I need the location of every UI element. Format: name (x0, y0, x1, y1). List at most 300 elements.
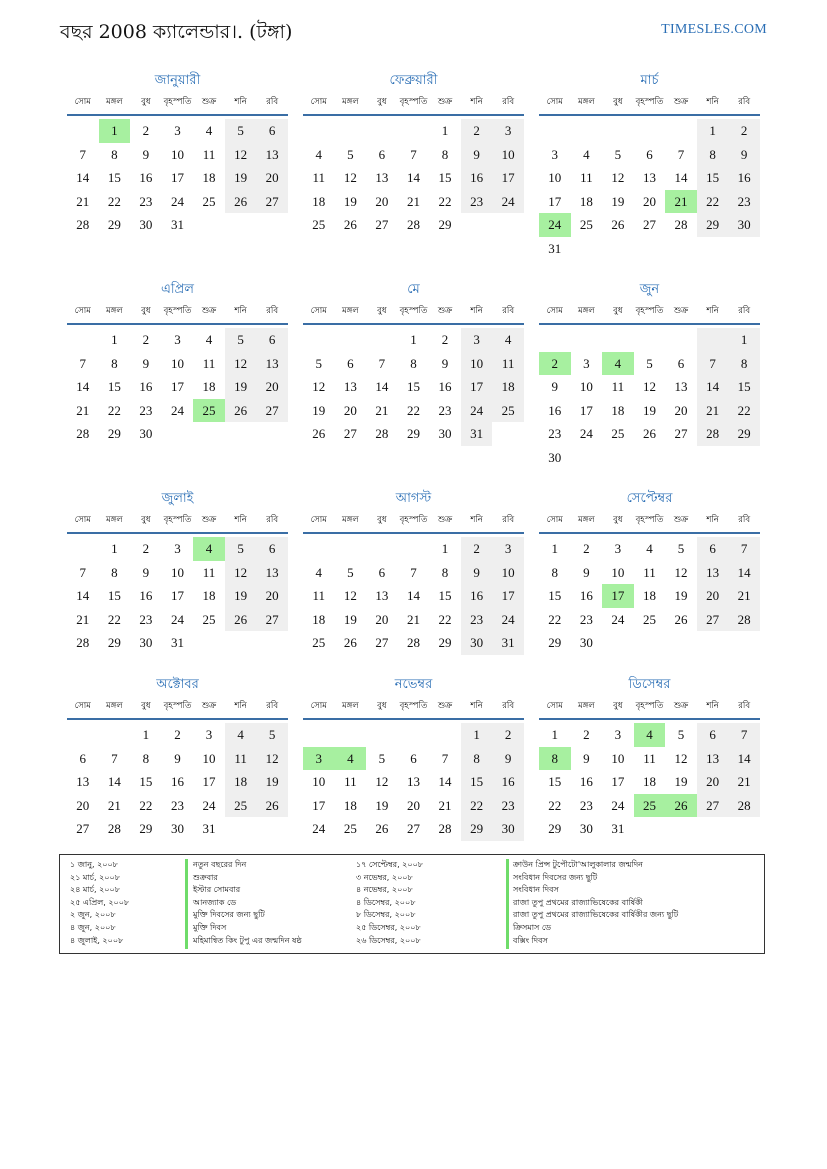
day-cell[interactable]: 18 (225, 770, 257, 794)
day-cell[interactable]: 27 (697, 608, 729, 632)
day-cell[interactable]: 27 (76, 821, 90, 836)
day-cell[interactable]: 13 (375, 170, 389, 185)
day-cell[interactable]: 17 (611, 774, 625, 789)
day-cell[interactable]: 4 (225, 723, 257, 747)
day-cell[interactable]: 11 (580, 170, 593, 185)
day-cell[interactable]: 7 (111, 750, 118, 766)
day-cell[interactable]: 25 (611, 426, 625, 441)
day-cell[interactable]: 10 (170, 355, 184, 371)
day-cell[interactable]: 7 (410, 564, 417, 580)
day-cell[interactable]: 8 (142, 750, 150, 766)
day-cell[interactable]: 17 (492, 584, 524, 608)
day-cell[interactable]: 21 (728, 584, 760, 608)
day-cell[interactable]: 4 (205, 332, 213, 347)
day-cell[interactable]: 17 (170, 379, 184, 394)
day-cell[interactable]: 2 (142, 541, 150, 556)
day-cell[interactable]: 21 (728, 770, 760, 794)
day-cell[interactable]: 28 (406, 635, 420, 650)
day-cell[interactable]: 10 (611, 750, 625, 766)
day-cell[interactable]: 26 (674, 611, 688, 627)
day-cell[interactable]: 3 (205, 727, 213, 742)
day-cell[interactable]: 19 (343, 611, 357, 627)
day-cell[interactable]: 19 (225, 166, 257, 190)
day-cell[interactable]: 14 (406, 170, 420, 185)
day-cell[interactable]: 27 (674, 426, 688, 441)
day-cell[interactable]: 3 (174, 541, 181, 556)
day-cell[interactable]: 26 (665, 794, 697, 818)
day-cell[interactable]: 19 (225, 584, 257, 608)
day-cell[interactable]: 4 (646, 541, 653, 556)
day-cell[interactable]: 31 (492, 631, 524, 655)
day-cell[interactable]: 24 (170, 611, 184, 627)
day-cell[interactable]: 1 (142, 727, 150, 742)
day-cell[interactable]: 15 (438, 170, 452, 185)
day-cell[interactable]: 15 (548, 588, 562, 603)
day-cell[interactable]: 7 (378, 355, 386, 371)
day-cell[interactable]: 14 (375, 379, 389, 394)
day-cell[interactable]: 31 (611, 821, 625, 836)
day-cell[interactable]: 20 (375, 193, 389, 209)
day-cell[interactable]: 22 (107, 193, 121, 209)
day-cell[interactable]: 25 (225, 794, 257, 818)
day-cell[interactable]: 24 (170, 193, 184, 209)
day-cell[interactable]: 15 (697, 166, 729, 190)
day-cell[interactable]: 25 (312, 635, 326, 650)
day-cell[interactable]: 19 (611, 193, 625, 209)
day-cell[interactable]: 28 (107, 821, 121, 836)
day-cell[interactable]: 2 (142, 123, 150, 138)
day-cell[interactable]: 26 (256, 794, 288, 818)
day-cell[interactable]: 16 (170, 774, 184, 789)
day-cell[interactable]: 11 (202, 146, 216, 162)
day-cell[interactable]: 29 (107, 635, 121, 650)
day-cell[interactable]: 24 (312, 821, 326, 836)
day-cell[interactable]: 26 (375, 821, 389, 836)
day-cell[interactable]: 9 (174, 750, 181, 766)
day-cell[interactable]: 6 (410, 750, 417, 766)
day-cell[interactable]: 31 (548, 240, 562, 256)
day-cell[interactable]: 13 (375, 588, 389, 603)
day-cell[interactable]: 16 (461, 584, 493, 608)
day-cell[interactable]: 19 (343, 193, 357, 209)
day-cell[interactable]: 14 (728, 561, 760, 585)
day-cell[interactable]: 12 (642, 379, 656, 394)
day-cell[interactable]: 3 (303, 747, 335, 771)
day-cell[interactable]: 21 (76, 193, 90, 209)
day-cell[interactable]: 29 (107, 426, 121, 441)
day-cell[interactable]: 12 (674, 750, 688, 766)
day-cell[interactable]: 20 (256, 166, 288, 190)
day-cell[interactable]: 3 (614, 727, 622, 742)
day-cell[interactable]: 2 (728, 119, 760, 143)
day-cell[interactable]: 19 (375, 797, 389, 813)
day-cell[interactable]: 5 (225, 328, 257, 352)
day-cell[interactable]: 13 (256, 561, 288, 585)
day-cell[interactable]: 11 (643, 750, 656, 766)
day-cell[interactable]: 23 (728, 190, 760, 214)
day-cell[interactable]: 20 (256, 375, 288, 399)
day-cell[interactable]: 26 (642, 426, 656, 441)
day-cell[interactable]: 15 (139, 774, 153, 789)
day-cell[interactable]: 4 (315, 146, 323, 162)
day-cell[interactable]: 2 (492, 723, 524, 747)
day-cell[interactable]: 1 (551, 727, 559, 742)
day-cell[interactable]: 25 (202, 193, 216, 209)
day-cell[interactable]: 19 (312, 402, 326, 418)
day-cell[interactable]: 30 (139, 217, 153, 232)
day-cell[interactable]: 24 (611, 797, 625, 813)
day-cell[interactable]: 3 (492, 119, 524, 143)
day-cell[interactable]: 3 (551, 146, 559, 162)
day-cell[interactable]: 20 (697, 770, 729, 794)
day-cell[interactable]: 29 (548, 635, 562, 650)
day-cell[interactable]: 22 (548, 797, 562, 813)
day-cell[interactable]: 20 (343, 402, 357, 418)
day-cell[interactable]: 30 (170, 821, 184, 836)
day-cell[interactable]: 18 (642, 774, 656, 789)
day-cell[interactable]: 25 (193, 399, 225, 423)
day-cell[interactable]: 9 (583, 750, 590, 766)
day-cell[interactable]: 2 (583, 727, 590, 742)
day-cell[interactable]: 23 (139, 402, 153, 418)
day-cell[interactable]: 1 (410, 332, 417, 347)
day-cell[interactable]: 2 (174, 727, 181, 742)
day-cell[interactable]: 19 (225, 375, 257, 399)
day-cell[interactable]: 15 (548, 774, 562, 789)
day-cell[interactable]: 17 (202, 774, 216, 789)
day-cell[interactable]: 18 (611, 402, 625, 418)
day-cell[interactable]: 1 (99, 119, 131, 143)
day-cell[interactable]: 8 (697, 143, 729, 167)
day-cell[interactable]: 13 (256, 143, 288, 167)
day-cell[interactable]: 9 (142, 146, 150, 162)
day-cell[interactable]: 4 (492, 328, 524, 352)
day-cell[interactable]: 13 (343, 379, 357, 394)
day-cell[interactable]: 23 (438, 402, 452, 418)
day-cell[interactable]: 30 (438, 426, 452, 441)
day-cell[interactable]: 21 (697, 399, 729, 423)
day-cell[interactable]: 7 (79, 146, 87, 162)
day-cell[interactable]: 16 (139, 170, 153, 185)
day-cell[interactable]: 29 (697, 213, 729, 237)
day-cell[interactable]: 10 (548, 170, 562, 185)
day-cell[interactable]: 17 (579, 402, 593, 418)
day-cell[interactable]: 27 (375, 635, 389, 650)
day-cell[interactable]: 27 (642, 217, 656, 232)
day-cell[interactable]: 31 (170, 635, 184, 650)
day-cell[interactable]: 17 (312, 797, 326, 813)
day-cell[interactable]: 26 (343, 635, 357, 650)
day-cell[interactable]: 21 (76, 402, 90, 418)
day-cell[interactable]: 7 (79, 564, 87, 580)
day-cell[interactable]: 28 (728, 794, 760, 818)
day-cell[interactable]: 6 (646, 146, 653, 162)
day-cell[interactable]: 5 (378, 750, 386, 766)
day-cell[interactable]: 19 (674, 588, 688, 603)
day-cell[interactable]: 6 (697, 537, 729, 561)
day-cell[interactable]: 8 (410, 355, 417, 371)
day-cell[interactable]: 7 (728, 723, 760, 747)
day-cell[interactable]: 26 (611, 217, 625, 232)
day-cell[interactable]: 29 (548, 821, 562, 836)
day-cell[interactable]: 9 (551, 379, 559, 394)
day-cell[interactable]: 26 (225, 399, 257, 423)
day-cell[interactable]: 22 (548, 611, 562, 627)
day-cell[interactable]: 11 (492, 352, 524, 376)
day-cell[interactable]: 21 (406, 611, 420, 627)
day-cell[interactable]: 22 (438, 193, 452, 209)
day-cell[interactable]: 25 (202, 611, 216, 627)
day-cell[interactable]: 9 (142, 355, 150, 371)
day-cell[interactable]: 6 (677, 355, 685, 371)
day-cell[interactable]: 10 (579, 379, 593, 394)
day-cell[interactable]: 3 (461, 328, 493, 352)
day-cell[interactable]: 13 (674, 379, 688, 394)
day-cell[interactable]: 3 (174, 123, 181, 138)
day-cell[interactable]: 5 (225, 119, 257, 143)
day-cell[interactable]: 22 (728, 399, 760, 423)
day-cell[interactable]: 29 (438, 217, 452, 232)
day-cell[interactable]: 17 (492, 166, 524, 190)
day-cell[interactable]: 21 (107, 797, 121, 813)
day-cell[interactable]: 2 (583, 541, 590, 556)
day-cell[interactable]: 6 (697, 723, 729, 747)
day-cell[interactable]: 22 (107, 402, 121, 418)
day-cell[interactable]: 28 (438, 821, 452, 836)
day-cell[interactable]: 27 (256, 190, 288, 214)
day-cell[interactable]: 28 (406, 217, 420, 232)
day-cell[interactable]: 23 (170, 797, 184, 813)
day-cell[interactable]: 4 (193, 537, 225, 561)
day-cell[interactable]: 8 (441, 146, 449, 162)
day-cell[interactable]: 8 (539, 747, 571, 771)
day-cell[interactable]: 15 (461, 770, 493, 794)
day-cell[interactable]: 25 (343, 821, 357, 836)
day-cell[interactable]: 8 (111, 355, 118, 371)
day-cell[interactable]: 17 (170, 170, 184, 185)
day-cell[interactable]: 10 (461, 352, 493, 376)
day-cell[interactable]: 1 (441, 541, 449, 556)
day-cell[interactable]: 28 (76, 426, 90, 441)
day-cell[interactable]: 28 (697, 422, 729, 446)
day-cell[interactable]: 9 (441, 355, 449, 371)
day-cell[interactable]: 20 (642, 193, 656, 209)
day-cell[interactable]: 4 (602, 352, 634, 376)
day-cell[interactable]: 15 (107, 379, 121, 394)
day-cell[interactable]: 31 (170, 217, 184, 232)
day-cell[interactable]: 14 (76, 379, 90, 394)
day-cell[interactable]: 23 (492, 794, 524, 818)
day-cell[interactable]: 12 (343, 170, 357, 185)
day-cell[interactable]: 9 (583, 564, 590, 580)
day-cell[interactable]: 17 (548, 193, 562, 209)
day-cell[interactable]: 20 (76, 797, 90, 813)
day-cell[interactable]: 5 (614, 146, 622, 162)
day-cell[interactable]: 24 (461, 399, 493, 423)
day-cell[interactable]: 12 (256, 747, 288, 771)
day-cell[interactable]: 28 (375, 426, 389, 441)
day-cell[interactable]: 16 (728, 166, 760, 190)
day-cell[interactable]: 13 (697, 561, 729, 585)
day-cell[interactable]: 24 (579, 426, 593, 441)
day-cell[interactable]: 8 (111, 146, 118, 162)
day-cell[interactable]: 10 (492, 143, 524, 167)
day-cell[interactable]: 6 (256, 537, 288, 561)
day-cell[interactable]: 5 (677, 727, 685, 742)
day-cell[interactable]: 27 (697, 794, 729, 818)
day-cell[interactable]: 24 (492, 608, 524, 632)
day-cell[interactable]: 25 (579, 217, 593, 232)
day-cell[interactable]: 9 (728, 143, 760, 167)
day-cell[interactable]: 7 (410, 146, 417, 162)
day-cell[interactable]: 10 (492, 561, 524, 585)
day-cell[interactable]: 29 (139, 821, 153, 836)
day-cell[interactable]: 23 (548, 426, 562, 441)
day-cell[interactable]: 30 (492, 817, 524, 841)
day-cell[interactable]: 19 (256, 770, 288, 794)
day-cell[interactable]: 26 (312, 426, 326, 441)
day-cell[interactable]: 11 (202, 355, 216, 371)
day-cell[interactable]: 22 (461, 794, 493, 818)
day-cell[interactable]: 5 (225, 537, 257, 561)
day-cell[interactable]: 7 (441, 750, 449, 766)
day-cell[interactable]: 17 (170, 588, 184, 603)
day-cell[interactable]: 24 (170, 402, 184, 418)
day-cell[interactable]: 3 (614, 541, 622, 556)
day-cell[interactable]: 10 (202, 750, 216, 766)
day-cell[interactable]: 27 (256, 608, 288, 632)
day-cell[interactable]: 29 (728, 422, 760, 446)
day-cell[interactable]: 17 (602, 584, 634, 608)
day-cell[interactable]: 18 (579, 193, 593, 209)
day-cell[interactable]: 16 (492, 770, 524, 794)
day-cell[interactable]: 7 (697, 352, 729, 376)
day-cell[interactable]: 24 (539, 213, 571, 237)
day-cell[interactable]: 30 (579, 821, 593, 836)
day-cell[interactable]: 25 (492, 399, 524, 423)
day-cell[interactable]: 4 (205, 123, 213, 138)
day-cell[interactable]: 13 (256, 352, 288, 376)
day-cell[interactable]: 11 (225, 747, 257, 771)
day-cell[interactable]: 1 (441, 123, 449, 138)
day-cell[interactable]: 16 (461, 166, 493, 190)
day-cell[interactable]: 4 (634, 723, 666, 747)
day-cell[interactable]: 16 (438, 379, 452, 394)
day-cell[interactable]: 16 (139, 379, 153, 394)
day-cell[interactable]: 22 (139, 797, 153, 813)
day-cell[interactable]: 11 (611, 379, 625, 394)
day-cell[interactable]: 9 (492, 747, 524, 771)
day-cell[interactable]: 11 (312, 588, 326, 603)
day-cell[interactable]: 25 (642, 611, 656, 627)
day-cell[interactable]: 26 (343, 217, 357, 232)
day-cell[interactable]: 1 (551, 541, 559, 556)
day-cell[interactable]: 4 (315, 564, 323, 580)
day-cell[interactable]: 8 (728, 352, 760, 376)
day-cell[interactable]: 1 (461, 723, 493, 747)
day-cell[interactable]: 28 (674, 217, 688, 232)
day-cell[interactable]: 23 (579, 797, 593, 813)
day-cell[interactable]: 5 (256, 723, 288, 747)
day-cell[interactable]: 19 (674, 774, 688, 789)
day-cell[interactable]: 30 (139, 635, 153, 650)
day-cell[interactable]: 16 (548, 402, 562, 418)
day-cell[interactable]: 3 (583, 355, 590, 371)
day-cell[interactable]: 22 (438, 611, 452, 627)
day-cell[interactable]: 24 (202, 797, 216, 813)
day-cell[interactable]: 12 (225, 561, 257, 585)
day-cell[interactable]: 2 (539, 352, 571, 376)
day-cell[interactable]: 8 (551, 564, 559, 580)
day-cell[interactable]: 15 (728, 375, 760, 399)
day-cell[interactable]: 14 (438, 774, 452, 789)
day-cell[interactable]: 30 (461, 631, 493, 655)
day-cell[interactable]: 26 (225, 608, 257, 632)
day-cell[interactable]: 18 (492, 375, 524, 399)
day-cell[interactable]: 15 (438, 588, 452, 603)
day-cell[interactable]: 2 (142, 332, 150, 347)
day-cell[interactable]: 16 (579, 774, 593, 789)
day-cell[interactable]: 25 (312, 217, 326, 232)
day-cell[interactable]: 27 (343, 426, 357, 441)
day-cell[interactable]: 22 (697, 190, 729, 214)
day-cell[interactable]: 31 (202, 821, 216, 836)
day-cell[interactable]: 20 (375, 611, 389, 627)
day-cell[interactable]: 22 (107, 611, 121, 627)
day-cell[interactable]: 14 (76, 170, 90, 185)
day-cell[interactable]: 29 (461, 817, 493, 841)
day-cell[interactable]: 28 (728, 608, 760, 632)
day-cell[interactable]: 15 (107, 588, 121, 603)
day-cell[interactable]: 30 (139, 426, 153, 441)
day-cell[interactable]: 14 (107, 774, 121, 789)
day-cell[interactable]: 12 (312, 379, 326, 394)
day-cell[interactable]: 22 (406, 402, 420, 418)
day-cell[interactable]: 19 (642, 402, 656, 418)
day-cell[interactable]: 1 (697, 119, 729, 143)
day-cell[interactable]: 27 (375, 217, 389, 232)
day-cell[interactable]: 5 (646, 355, 653, 371)
day-cell[interactable]: 13 (406, 774, 420, 789)
day-cell[interactable]: 8 (461, 747, 493, 771)
day-cell[interactable]: 5 (677, 541, 685, 556)
day-cell[interactable]: 24 (492, 190, 524, 214)
day-cell[interactable]: 6 (79, 750, 87, 766)
day-cell[interactable]: 12 (611, 170, 625, 185)
day-cell[interactable]: 5 (347, 146, 354, 162)
day-cell[interactable]: 3 (492, 537, 524, 561)
day-cell[interactable]: 23 (461, 608, 493, 632)
day-cell[interactable]: 7 (79, 355, 87, 371)
day-cell[interactable]: 23 (461, 190, 493, 214)
day-cell[interactable]: 14 (406, 588, 420, 603)
day-cell[interactable]: 8 (111, 564, 118, 580)
day-cell[interactable]: 10 (170, 146, 184, 162)
day-cell[interactable]: 21 (375, 402, 389, 418)
day-cell[interactable]: 15 (406, 379, 420, 394)
day-cell[interactable]: 23 (139, 611, 153, 627)
day-cell[interactable]: 29 (438, 635, 452, 650)
day-cell[interactable]: 20 (406, 797, 420, 813)
day-cell[interactable]: 20 (674, 402, 688, 418)
day-cell[interactable]: 18 (642, 588, 656, 603)
day-cell[interactable]: 11 (312, 170, 326, 185)
day-cell[interactable]: 17 (461, 375, 493, 399)
day-cell[interactable]: 3 (174, 332, 181, 347)
day-cell[interactable]: 12 (225, 352, 257, 376)
day-cell[interactable]: 1 (111, 332, 118, 347)
day-cell[interactable]: 5 (315, 355, 323, 371)
